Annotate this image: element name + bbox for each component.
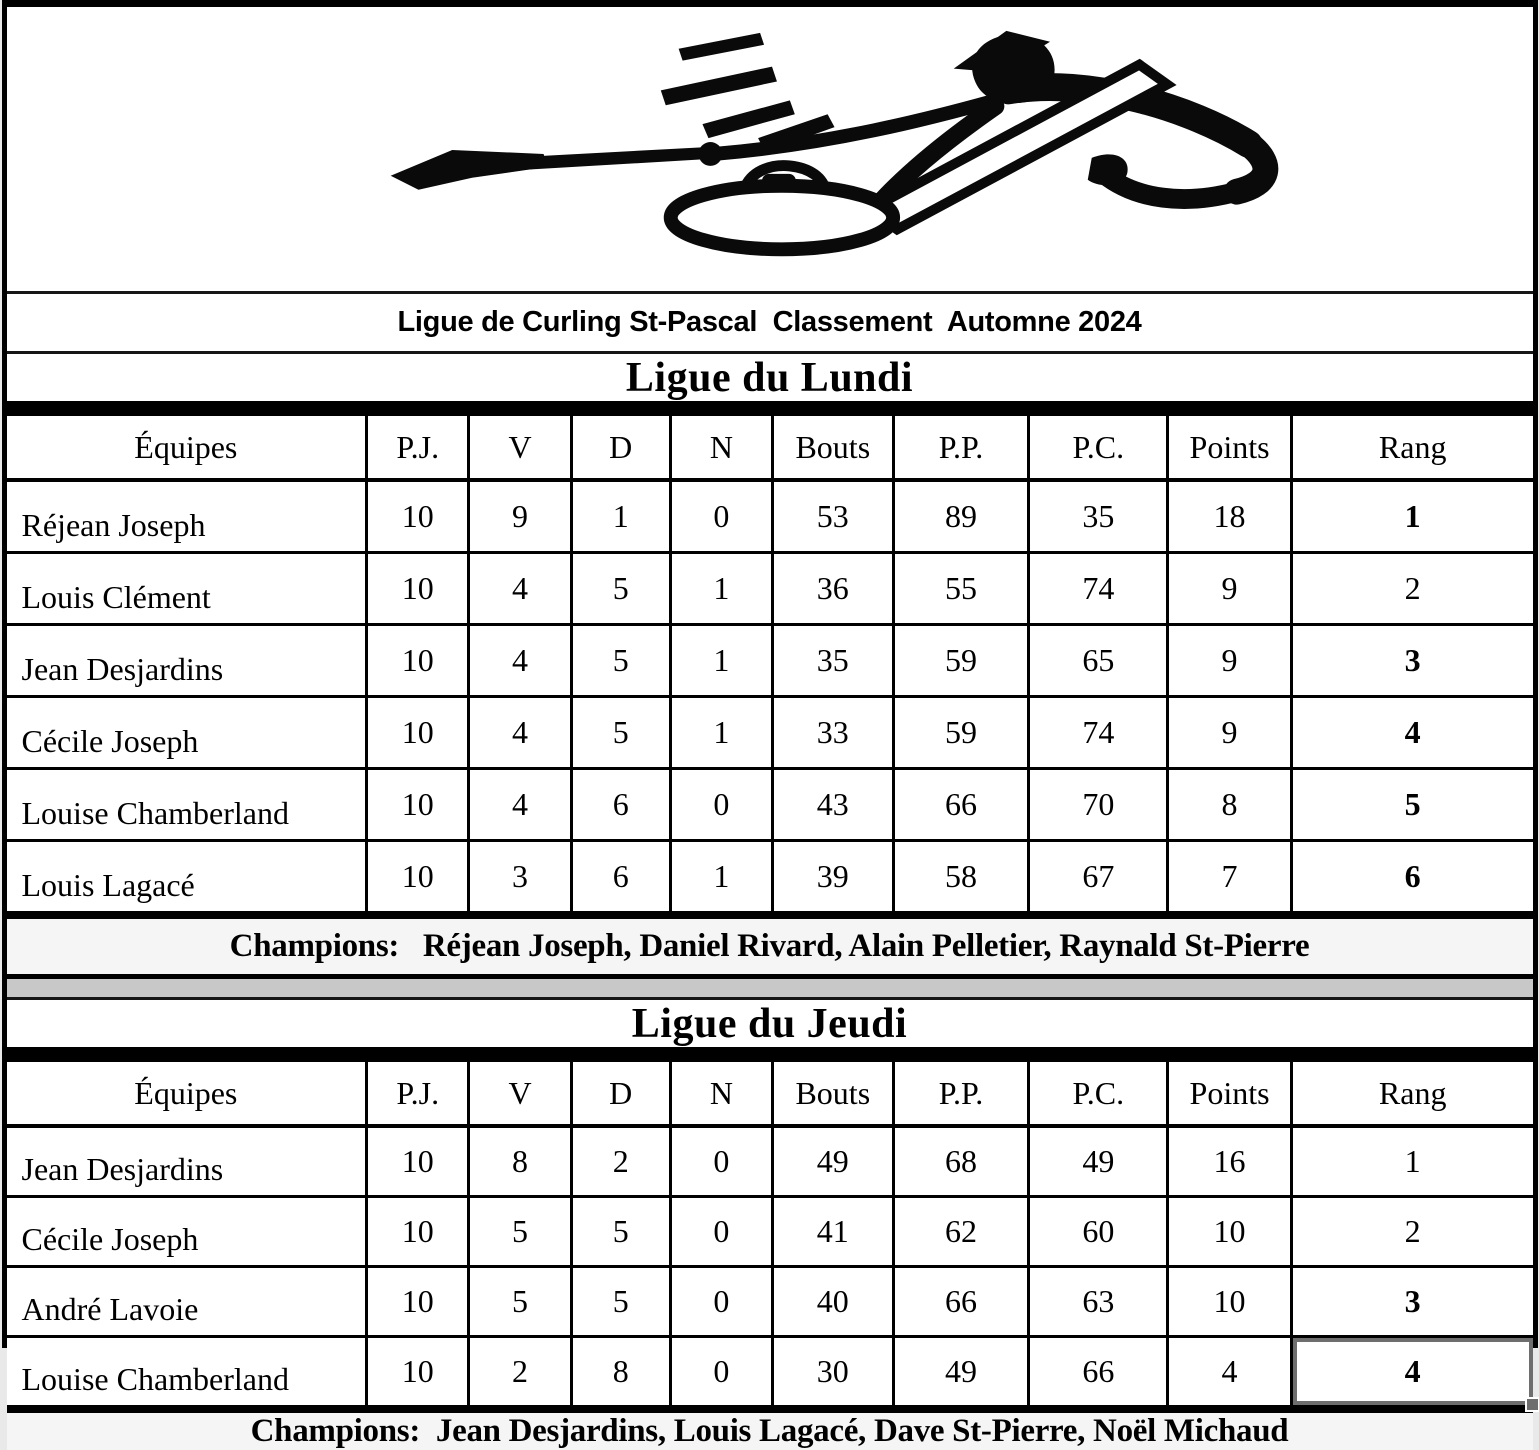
stat-cell[interactable]: 10 [367,553,469,625]
stat-cell[interactable]: 10 [367,697,469,769]
team-name-cell[interactable]: Louis Clément [7,553,367,625]
stat-cell[interactable]: 9 [1168,697,1292,769]
column-header-cell[interactable]: Équipes [7,416,367,480]
stat-cell[interactable]: 3 [469,841,571,913]
stat-cell[interactable]: 2 [571,1126,670,1197]
stat-cell[interactable]: 10 [367,1197,469,1267]
column-header-cell[interactable]: Rang [1291,416,1532,480]
column-header-cell[interactable]: P.J. [367,416,469,480]
stat-cell[interactable]: 0 [670,1126,772,1197]
stat-cell[interactable]: 49 [773,1126,894,1197]
stat-cell[interactable]: 4 [469,553,571,625]
stat-cell[interactable]: 1 [670,841,772,913]
column-header-row [7,1062,1533,1126]
stat-cell[interactable]: 8 [469,1126,571,1197]
monday-league-heading: Ligue du Lundi [625,354,914,401]
stat-cell[interactable]: 10 [367,480,469,553]
standings-row [7,697,1533,769]
rank-cell[interactable]: 6 [1291,841,1532,913]
stat-cell[interactable]: 35 [773,625,894,697]
stat-cell[interactable]: 5 [469,1197,571,1267]
stat-cell[interactable]: 30 [773,1337,894,1407]
stat-cell[interactable]: 8 [571,1337,670,1407]
column-header-cell[interactable]: N [670,416,772,480]
column-header-cell[interactable]: P.P. [893,1062,1029,1126]
section-separator [7,979,1533,1000]
standings-row [7,625,1533,697]
column-header-cell[interactable]: Bouts [773,416,894,480]
column-header-cell[interactable]: Équipes [7,1062,367,1126]
rank-cell[interactable]: 2 [1291,553,1532,625]
rank-cell[interactable]: 1 [1291,480,1532,553]
divider-band [7,401,1533,416]
column-header-cell[interactable]: V [469,416,571,480]
stat-cell[interactable]: 53 [773,480,894,553]
stat-cell[interactable]: 10 [367,1337,469,1407]
stat-cell[interactable]: 63 [1029,1267,1168,1337]
thursday-standings-table [7,1062,1533,1408]
stat-cell[interactable]: 65 [1029,625,1168,697]
stat-cell[interactable]: 74 [1029,697,1168,769]
stat-cell[interactable]: 59 [893,697,1029,769]
curling-stone-icon [670,166,892,250]
column-header-cell[interactable]: P.P. [893,416,1029,480]
rank-cell[interactable]: 3 [1291,625,1532,697]
page-title: Ligue de Curling St-Pascal Classement Automne 2024 [7,291,1533,354]
motion-lines-icon [660,33,834,152]
column-header-cell[interactable]: N [670,1062,772,1126]
rank-cell[interactable]: 3 [1291,1267,1532,1337]
stat-cell[interactable]: 6 [571,769,670,841]
stat-cell[interactable]: 67 [1029,841,1168,913]
curling-standings-page [2,0,1538,1449]
column-header-cell[interactable]: P.J. [367,1062,469,1126]
stat-cell[interactable]: 40 [773,1267,894,1337]
stat-cell[interactable]: 9 [469,480,571,553]
stat-cell[interactable]: 7 [1168,841,1292,913]
stat-cell[interactable]: 8 [1168,769,1292,841]
stat-cell[interactable]: 10 [367,1267,469,1337]
stat-cell[interactable]: 55 [893,553,1029,625]
stat-cell[interactable]: 10 [367,1126,469,1197]
stat-cell[interactable]: 2 [469,1337,571,1407]
stat-cell[interactable]: 35 [1029,480,1168,553]
stat-cell[interactable]: 0 [670,1197,772,1267]
stat-cell[interactable]: 89 [893,480,1029,553]
team-name-cell[interactable]: Cécile Joseph [7,1197,367,1267]
standings-row [7,553,1533,625]
divider-band [7,1047,1533,1062]
team-name-cell[interactable]: Jean Desjardins [7,1126,367,1197]
stat-cell[interactable]: 4 [469,625,571,697]
column-header-cell[interactable]: Bouts [773,1062,894,1126]
column-header-cell[interactable]: Points [1168,1062,1292,1126]
stat-cell[interactable]: 5 [571,1267,670,1337]
stat-cell[interactable]: 10 [367,625,469,697]
stat-cell[interactable]: 4 [469,697,571,769]
team-name-cell[interactable]: André Lavoie [7,1267,367,1337]
rank-cell[interactable]: 5 [1291,769,1532,841]
column-header-cell[interactable]: Rang [1291,1062,1532,1126]
thursday-league-heading: Ligue du Jeudi [631,1000,908,1047]
stat-cell[interactable]: 1 [670,697,772,769]
stat-cell[interactable]: 62 [893,1197,1029,1267]
stat-cell[interactable]: 16 [1168,1126,1292,1197]
stat-cell[interactable]: 39 [773,841,894,913]
stat-cell[interactable]: 0 [670,769,772,841]
stat-cell[interactable]: 0 [670,480,772,553]
monday-standings-table [7,416,1533,914]
stat-cell[interactable]: 33 [773,697,894,769]
standings-row [7,480,1533,553]
team-name-cell[interactable]: Réjean Joseph [7,480,367,553]
stat-cell[interactable]: 5 [469,1267,571,1337]
stat-cell[interactable]: 0 [670,1267,772,1337]
header-illustration [7,7,1533,291]
stat-cell[interactable]: 9 [1168,625,1292,697]
rank-cell[interactable]: 1 [1291,1126,1532,1197]
stat-cell[interactable]: 74 [1029,553,1168,625]
stat-cell[interactable]: 18 [1168,480,1292,553]
column-header-cell[interactable]: D [571,416,670,480]
stat-cell[interactable]: 5 [571,553,670,625]
stat-cell[interactable]: 4 [1168,1337,1292,1407]
team-name-cell[interactable]: Louis Lagacé [7,841,367,913]
stat-cell[interactable]: 66 [893,1267,1029,1337]
broom-icon [390,142,722,190]
stat-cell[interactable]: 10 [367,841,469,913]
team-name-cell[interactable]: Louise Chamberland [7,1337,367,1407]
stat-cell[interactable]: 10 [1168,1197,1292,1267]
column-header-cell[interactable]: P.C. [1029,1062,1168,1126]
stat-cell[interactable]: 6 [571,841,670,913]
standings-row [7,1197,1533,1267]
stat-cell[interactable]: 36 [773,553,894,625]
stat-cell[interactable]: 1 [670,553,772,625]
column-header-cell[interactable]: P.C. [1029,416,1168,480]
stat-cell[interactable]: 10 [367,769,469,841]
rank-cell[interactable]: 4 [1291,697,1532,769]
standings-row [7,841,1533,913]
stat-cell[interactable]: 0 [670,1337,772,1407]
stat-cell[interactable]: 1 [670,625,772,697]
team-name-cell[interactable]: Jean Desjardins [7,625,367,697]
stat-cell[interactable]: 41 [773,1197,894,1267]
curling-player-icon [7,7,1533,291]
stat-cell[interactable]: 5 [571,697,670,769]
standings-row [7,1267,1533,1337]
column-header-cell[interactable]: Points [1168,416,1292,480]
stat-cell[interactable]: 68 [893,1126,1029,1197]
stat-cell[interactable]: 10 [1168,1267,1292,1337]
stat-cell[interactable]: 1 [571,480,670,553]
team-name-cell[interactable]: Louise Chamberland [7,769,367,841]
stat-cell[interactable]: 43 [773,769,894,841]
stat-cell[interactable]: 60 [1029,1197,1168,1267]
stat-cell[interactable]: 49 [1029,1126,1168,1197]
rank-cell[interactable]: 2 [1291,1197,1532,1267]
stat-cell[interactable]: 4 [469,769,571,841]
standings-row [7,769,1533,841]
column-header-cell[interactable]: D [571,1062,670,1126]
column-header-row [7,416,1533,480]
monday-champions-banner: Champions: Réjean Joseph, Daniel Rivard, Alain Pelletier, Raynald St-Pierre [7,914,1533,979]
rank-cell[interactable]: 4 [1291,1337,1532,1407]
stat-cell[interactable]: 66 [1029,1337,1168,1407]
column-header-cell[interactable]: V [469,1062,571,1126]
stat-cell[interactable]: 66 [893,769,1029,841]
team-name-cell[interactable]: Cécile Joseph [7,697,367,769]
stat-cell[interactable]: 5 [571,625,670,697]
stat-cell[interactable]: 59 [893,625,1029,697]
thursday-champions-banner: Champions: Jean Desjardins, Louis Lagacé, Dave St-Pierre, Noël Michaud [7,1408,1533,1450]
stat-cell[interactable]: 5 [571,1197,670,1267]
standings-row [7,1126,1533,1197]
stat-cell[interactable]: 9 [1168,553,1292,625]
stat-cell[interactable]: 49 [893,1337,1029,1407]
standings-row [7,1337,1533,1407]
stat-cell[interactable]: 58 [893,841,1029,913]
stat-cell[interactable]: 70 [1029,769,1168,841]
